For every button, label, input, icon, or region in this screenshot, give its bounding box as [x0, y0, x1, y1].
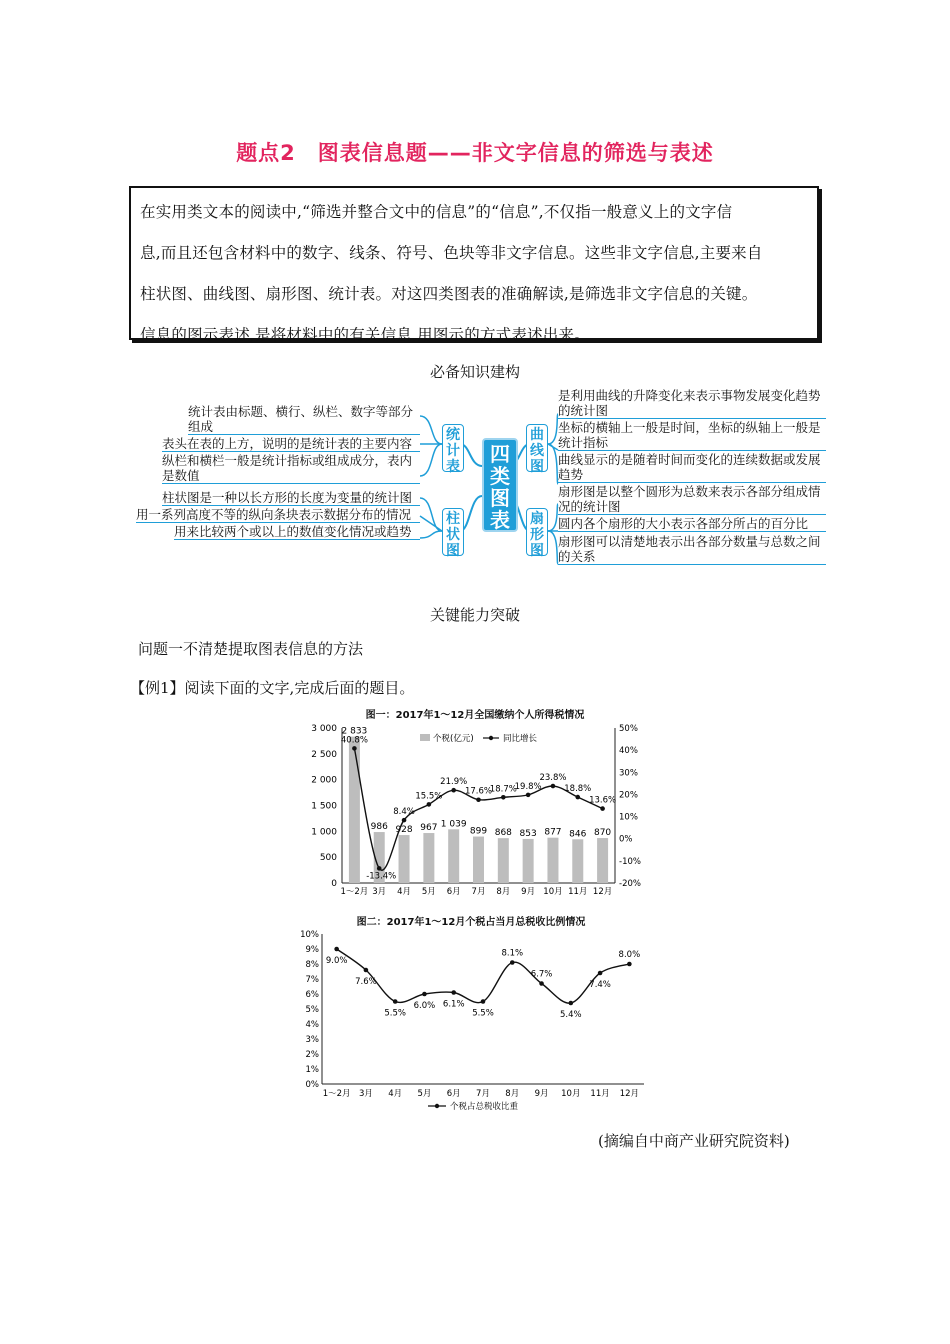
y-tick-label: 0%: [305, 1080, 319, 1090]
y-tick-label: 8%: [305, 960, 319, 970]
y-tick-label-right: 30%: [619, 768, 638, 779]
tax-ratio-chart: [296, 912, 646, 1114]
bar-value-label: 870: [593, 828, 612, 839]
ratio-label: 6.0%: [413, 1001, 436, 1011]
y-tick-label: 9%: [305, 945, 319, 955]
ratio-point: [539, 981, 544, 986]
chart-title: 图二：2017年1～12月个税占当月总税收比例情况: [356, 917, 586, 928]
ratio-label: 9.0%: [325, 956, 348, 966]
y-tick-label-right: -20%: [619, 879, 641, 889]
y-tick-label-left: 1 000: [311, 827, 337, 838]
y-tick-label: 6%: [305, 990, 319, 1000]
mind-map-center: 四类图表: [482, 438, 518, 532]
y-tick-label: 4%: [305, 1020, 319, 1030]
y-tick-label-right: -10%: [619, 856, 641, 867]
mind-map-node-table: 统计表: [442, 424, 464, 472]
y-tick-label: 5%: [305, 1005, 319, 1015]
y-tick-label-left: 2 000: [311, 775, 337, 786]
growth-label: 15.5%: [415, 791, 443, 802]
x-tick-label: 11月: [568, 887, 588, 897]
intro-line: 息,而且还包含材料中的数字、线条、符号、色块等非文字信息。这些非文字信息,主要来自: [140, 244, 763, 262]
problem-heading: 问题一不清楚提取图表信息的方法: [138, 640, 364, 658]
ratio-label: 5.5%: [472, 1008, 494, 1019]
bar: [597, 838, 608, 883]
ratio-label: 7.6%: [355, 977, 377, 987]
legend-label: 个税占总税收比重: [450, 1102, 519, 1112]
mind-map-item: 是利用曲线的升降变化来表示事物发展变化趋势的统计图: [558, 388, 826, 419]
ratio-point: [569, 1001, 574, 1006]
growth-point: [427, 802, 432, 807]
growth-label: 8.4%: [393, 807, 415, 818]
mind-map-item: 曲线显示的是随着时间而变化的连续数据或发展趋势: [558, 452, 826, 483]
bar-value-label: 853: [519, 828, 537, 839]
y-tick-label-right: 0%: [619, 834, 633, 845]
mind-map-item: 坐标的横轴上一般是时间，坐标的纵轴上一般是统计指标: [558, 420, 826, 451]
y-tick-label-left: 1 500: [311, 801, 337, 812]
bar: [349, 737, 360, 883]
growth-point: [377, 866, 382, 871]
ratio-point: [598, 971, 603, 976]
mind-map-item: 柱状图是一种以长方形的长度为变量的统计图: [162, 490, 420, 506]
bar-value-label: 986: [370, 822, 388, 833]
y-tick-label: 7%: [305, 975, 319, 985]
x-tick-label: 9月: [534, 1089, 549, 1099]
ratio-point: [364, 968, 369, 973]
x-tick-label: 6月: [446, 1089, 461, 1099]
ratio-label: 6.1%: [442, 999, 465, 1010]
legend-line-marker: [489, 736, 493, 740]
intro-box: [129, 186, 819, 344]
ratio-point: [481, 999, 486, 1004]
growth-point: [476, 797, 481, 802]
y-tick-label-right: 20%: [619, 790, 638, 801]
bar-value-label: 877: [544, 827, 562, 838]
growth-point: [451, 788, 456, 793]
y-tick-label-left: 0: [331, 879, 337, 889]
legend-bar-swatch: [420, 734, 430, 741]
mind-map-item: 统计表由标题、横行、纵栏、数字等部分组成: [188, 404, 420, 435]
intro-line: 柱状图、曲线图、扇形图、统计表。对这四类图表的准确解读,是筛选非文字信息的关键。: [140, 285, 758, 303]
bar-value-label: 1 039: [440, 819, 467, 830]
bar-value-label: 846: [569, 829, 587, 840]
section-heading-ability: 关键能力突破: [429, 606, 520, 624]
x-tick-label: 5月: [421, 887, 436, 897]
ratio-point: [627, 962, 632, 967]
section-heading-knowledge: 必备知识建构: [429, 363, 520, 381]
x-tick-label: 12月: [619, 1089, 640, 1099]
mind-map-node-pie: 扇形图: [526, 508, 548, 556]
mind-map-item: 用一系列高度不等的纵向条块表示数据分布的情况: [136, 507, 420, 523]
mind-map-node-bar: 柱状图: [442, 508, 464, 556]
bar-value-label: 899: [469, 826, 488, 837]
growth-label: 18.7%: [489, 784, 517, 795]
bar: [473, 837, 484, 883]
x-tick-label: 11月: [590, 1089, 610, 1099]
bar: [448, 829, 459, 883]
x-tick-label: 7月: [471, 887, 486, 897]
x-tick-label: 3月: [358, 1089, 373, 1099]
growth-label: -13.4%: [366, 871, 397, 882]
growth-label: 23.8%: [539, 773, 567, 784]
bar: [498, 838, 509, 883]
legend-line-marker: [435, 1104, 439, 1108]
ratio-label: 8.1%: [501, 948, 524, 959]
x-tick-label: 10月: [543, 887, 563, 897]
chart-title: 图一：2017年1～12月全国缴纳个人所得税情况: [365, 710, 585, 721]
legend-bar-label: 个税(亿元): [433, 734, 474, 744]
growth-point: [575, 795, 580, 800]
bar: [547, 838, 558, 883]
y-tick-label: 10%: [300, 930, 319, 940]
x-tick-label: 1～2月: [322, 1089, 351, 1099]
y-tick-label-left: 3 000: [311, 724, 337, 734]
mind-map-item: 扇形图是以整个圆形为总数来表示各部分组成情况的统计图: [558, 484, 826, 515]
example-heading: 【例1】阅读下面的文字,完成后面的题目。: [130, 679, 415, 697]
bar: [399, 835, 410, 883]
ratio-point: [422, 992, 427, 997]
growth-point: [402, 818, 407, 823]
x-tick-label: 8月: [505, 1089, 520, 1099]
y-tick-label: 2%: [305, 1050, 319, 1060]
growth-point: [501, 795, 506, 800]
y-tick-label-right: 10%: [619, 812, 638, 823]
x-tick-label: 9月: [521, 887, 536, 897]
bar-value-label: 2 833: [341, 726, 368, 737]
y-tick-label: 1%: [305, 1065, 319, 1075]
intro-line: 在实用类文本的阅读中,“筛选并整合文中的信息”的“信息”,不仅指一般意义上的文字信: [140, 203, 733, 221]
bar: [423, 833, 434, 883]
source-note: (摘编自中商产业研究院资料): [598, 1132, 790, 1150]
growth-point: [526, 793, 531, 798]
mind-map: [130, 386, 830, 576]
ratio-point: [510, 960, 515, 965]
growth-label: 13.6%: [589, 795, 617, 806]
y-tick-label-right: 50%: [619, 724, 638, 734]
mind-map-item: 扇形图可以清楚地表示出各部分数量与总数之间的关系: [558, 534, 826, 565]
ratio-point: [334, 947, 339, 952]
ratio-label: 6.7%: [530, 969, 553, 980]
ratio-label: 8.0%: [618, 950, 641, 960]
bar: [523, 839, 534, 883]
y-tick-label-left: 2 500: [311, 749, 337, 760]
x-tick-label: 8月: [496, 887, 511, 897]
mind-map-node-line: 曲线图: [526, 424, 548, 472]
mind-map-item: 表头在表的上方，说明的是统计表的主要内容: [162, 436, 420, 452]
x-tick-label: 4月: [388, 1089, 403, 1099]
x-tick-label: 5月: [417, 1089, 432, 1099]
ratio-label: 5.5%: [384, 1008, 406, 1019]
tax-revenue-chart: [300, 704, 645, 900]
bar-value-label: 868: [494, 828, 512, 839]
y-tick-label-left: 500: [319, 853, 337, 864]
y-tick-label-right: 40%: [619, 746, 638, 757]
ratio-line: [337, 949, 630, 1003]
growth-point: [352, 746, 357, 751]
growth-label: 17.6%: [464, 786, 493, 797]
x-tick-label: 4月: [397, 887, 412, 897]
ratio-point: [451, 990, 456, 995]
x-tick-label: 1～2月: [340, 887, 369, 897]
mind-map-item: 纵栏和横栏一般是统计指标或组成成分，表内是数值: [162, 453, 420, 484]
ratio-label: 5.4%: [560, 1010, 582, 1020]
bar-value-label: 967: [420, 823, 438, 834]
x-tick-label: 6月: [446, 887, 461, 897]
growth-label: 40.8%: [340, 735, 368, 746]
x-tick-label: 7月: [476, 1089, 490, 1099]
ratio-label: 7.4%: [589, 980, 611, 990]
mind-map-item: 圆内各个扇形的大小表示各部分所占的百分比: [558, 516, 826, 532]
bar: [572, 839, 583, 883]
x-tick-label: 3月: [372, 887, 387, 897]
x-tick-label: 10月: [561, 1089, 581, 1099]
legend-line-label: 同比增长: [503, 734, 538, 744]
growth-point: [551, 784, 556, 789]
page-title: 题点2 图表信息题——非文字信息的筛选与表述: [236, 141, 714, 165]
growth-point: [600, 806, 605, 811]
ratio-point: [393, 999, 398, 1004]
growth-label: 21.9%: [440, 777, 468, 788]
bar-value-label: 928: [395, 825, 413, 836]
intro-line: 信息的图示表述,是将材料中的有关信息,用图示的方式表述出来。: [140, 326, 590, 344]
growth-label: 18.8%: [564, 784, 592, 795]
y-tick-label: 3%: [305, 1035, 319, 1045]
growth-label: 19.8%: [514, 781, 542, 792]
x-tick-label: 12月: [592, 887, 613, 897]
mind-map-item: 用来比较两个或以上的数值变化情况或趋势: [174, 524, 420, 540]
